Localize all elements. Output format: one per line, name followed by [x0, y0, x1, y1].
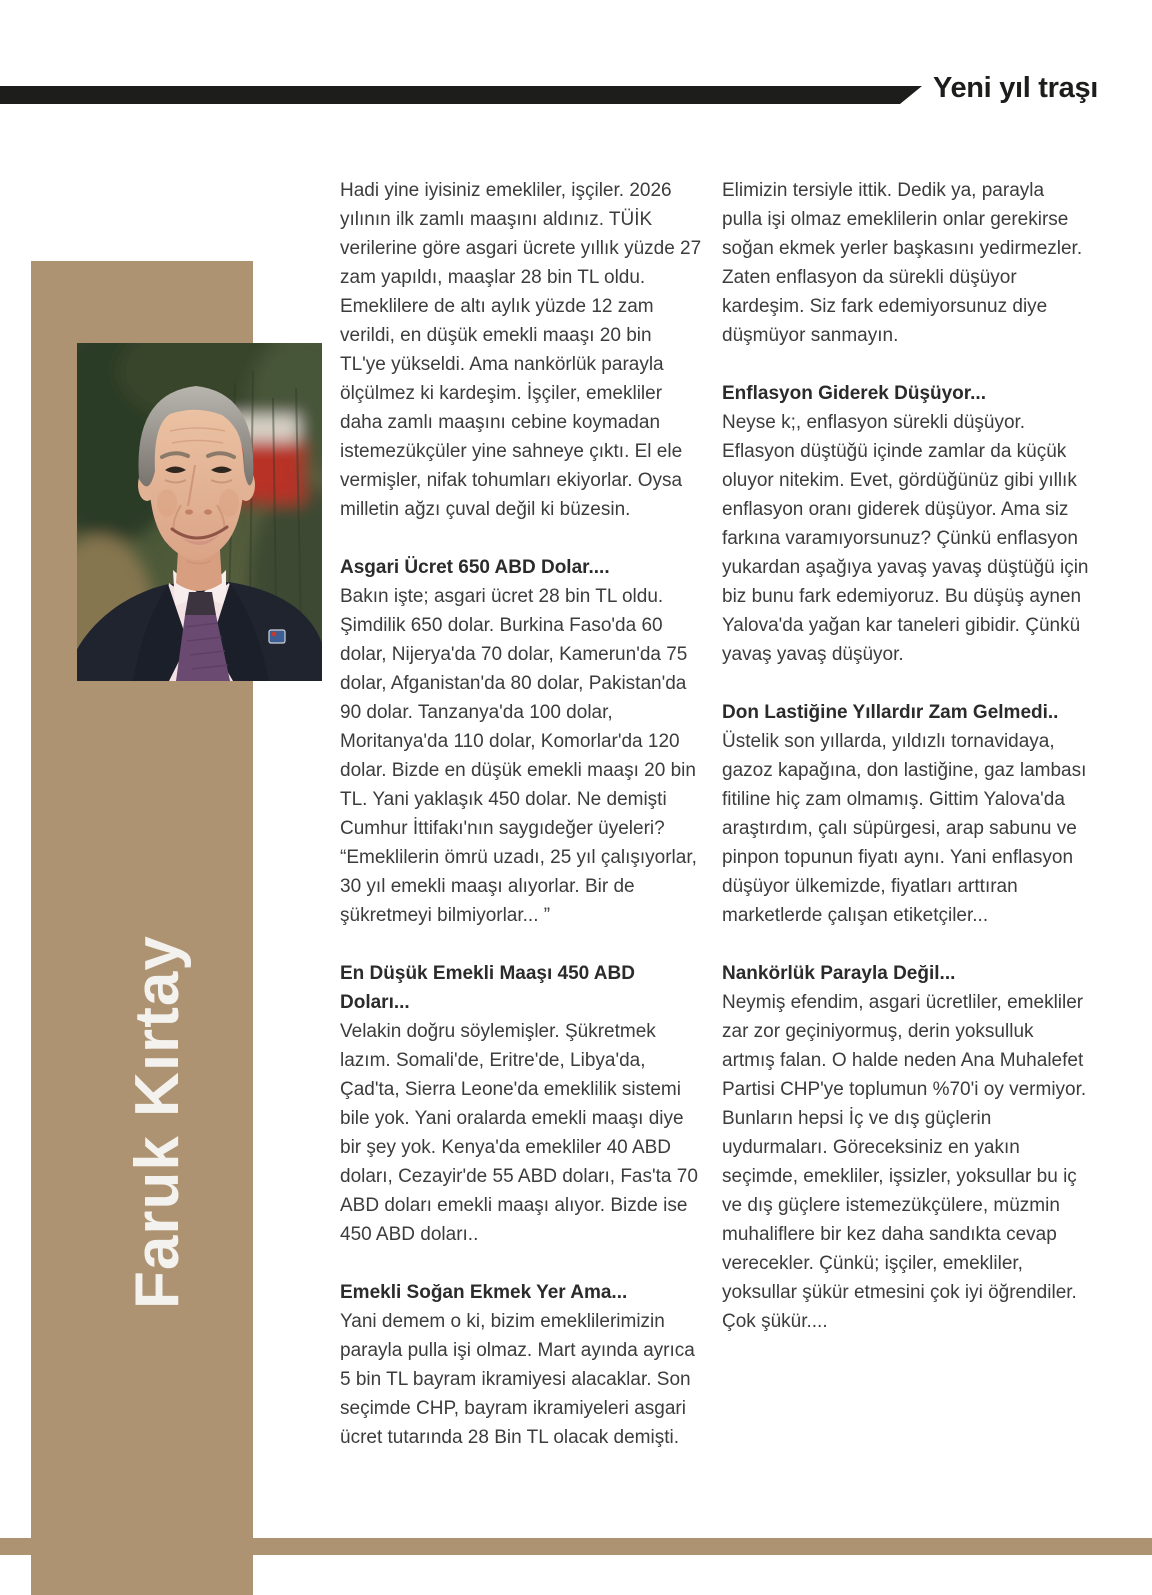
section-heading: En Düşük Emekli Maaşı 450 ABD Doları...	[340, 963, 635, 1013]
paragraph: Yani demem o ki, bizim emeklilerimizin parayla pulla işi olmaz. Mart ayında ayrıca 5 bin TL bayram ikramiyesi alacaklar. Son seçimde CHP, bayram ikramiyeleri asgari ücret tutarında 28 Bin TL olacak demişti.	[340, 1311, 695, 1448]
author-photo	[77, 343, 322, 681]
header-rule	[0, 86, 922, 104]
paragraph: Neymiş efendim, asgari ücretliler, emekliler zar zor geçiniyormuş, derin yoksulluk artmış falan. O halde neden Ana Muhalefet Partisi CHP'ye toplumun %70'i oy vermiyor. Bunların hepsi İç ve dış güçlerin uydurmaları. Göreceksiniz en yakın seçimde, emekliler, işsizler, yoksullar bu iç ve dış güçlere istemezükçülere, müzmin muhaliflere bir kez daha sandıkta cevap verecekler. Çünkü; işçiler, emekliler, yoksullar şükür etmesini çok iyi öğrendiler. Çok şükür....	[722, 992, 1087, 1332]
article-column-left	[340, 176, 702, 1481]
author-name: Faruk Kırtay	[123, 935, 192, 1309]
paragraph: Velakin doğru söylemişler. Şükretmek lazım. Somali'de, Eritre'de, Libya'da, Çad'ta, Sierra Leone'da emeklilik sistemi bile yok. Yani oralarda emekli maaşı diye bir şey yok. Kenya'da emekliler 40 ABD doları, Cezayir'de 55 ABD doları, Fas'ta 70 ABD doları emekli maaşı alıyor. Bizde ise 450 ABD doları..	[340, 1021, 698, 1245]
section-heading: Emekli Soğan Ekmek Yer Ama...	[340, 1282, 628, 1303]
paragraph: Bakın işte; asgari ücret 28 bin TL oldu. Şimdilik 650 dolar. Burkina Faso'da 60 dolar, Nijerya'da 70 dolar, Kamerun'da 75 dolar, Afganistan'da 80 dolar, Pakistan'da 90 dolar. Tanzanya'da 100 dolar, Moritanya'da 110 dolar, Komorlar'da 120 dolar. Bizde en düşük emekli maaşı 20 bin TL. Yani yaklaşık 450 dolar. Ne demişti Cumhur İttifakı'nın saygıdeğer üyeleri? “Emeklilerin ömrü uzadı, 25 yıl çalışıyorlar, 30 yıl emekli maaşı alıyorlar. Bir de şükretmeyi bilmiyorlar... ”	[340, 586, 697, 926]
article-column-right	[722, 176, 1089, 1365]
paragraph: Üstelik son yıllarda, yıldızlı tornavidaya, gazoz kapağına, don lastiğine, gaz lambası fitiline hiç zam olmamış. Gittim Yalova'da araştırdım, çalı süpürgesi, arap sabunu ve pinpon topunun fiyatı aynı. Yani enflasyon düşüyor ülkemizde, fiyatları arttıran marketlerde çalışan etiketçiler...	[722, 731, 1087, 926]
paragraph: Elimizin tersiyle ittik. Dedik ya, parayla pulla işi olmaz emeklilerin onlar gerekirse soğan ekmek yerler başkasını yedirmezler. Zaten enflasyon da sürekli düşüyor kardeşim. Siz fark edemiyorsunuz diye düşmüyor sanmayın.	[722, 180, 1083, 346]
section-heading: Don Lastiğine Yıllardır Zam Gelmedi..	[722, 702, 1059, 723]
section-heading: Asgari Ücret 650 ABD Dolar....	[340, 557, 610, 578]
section-heading: Nankörlük Parayla Değil...	[722, 963, 956, 984]
paragraph: Neyse k;, enflasyon sürekli düşüyor. Eflasyon düştüğü içinde zamlar da küçük oluyor nitekim. Evet, gördüğünüz gibi yıllık enflasyon oranı giderek düşüyor. Ama siz farkına varamıyorsunuz? Çünkü enflasyon yukardan aşağıya yavaş yavaş düştüğü için biz bunu fark edemiyoruz. Bu düşüş aynen Yalova'da yağan kar taneleri gibidir. Çünkü yavaş yavaş düşüyor.	[722, 412, 1089, 665]
author-portrait-illustration	[77, 343, 322, 681]
column-title: Yeni yıl traşı	[933, 72, 1099, 104]
footer-rule	[0, 1538, 1152, 1555]
section-heading: Enflasyon Giderek Düşüyor...	[722, 383, 986, 404]
paragraph: Hadi yine iyisiniz emekliler, işçiler. 2026 yılının ilk zamlı maaşını aldınız. TÜİK verilerine göre asgari ücrete yıllık yüzde 27 zam yapıldı, maaşlar 28 bin TL oldu. Emeklilere de altı aylık yüzde 12 zam verildi, en düşük emekli maaşı 20 bin TL'ye yükseldi. Ama nankörlük parayla ölçülmez ki kardeşim. İşçiler, emekliler daha zamlı maaşını cebine koymadan istemezükçüler yine sahneye çıktı. El ele vermişler, nifak tohumları ekiyorlar. Oysa milletin ağzı çuval değil ki büzesin.	[340, 180, 702, 520]
